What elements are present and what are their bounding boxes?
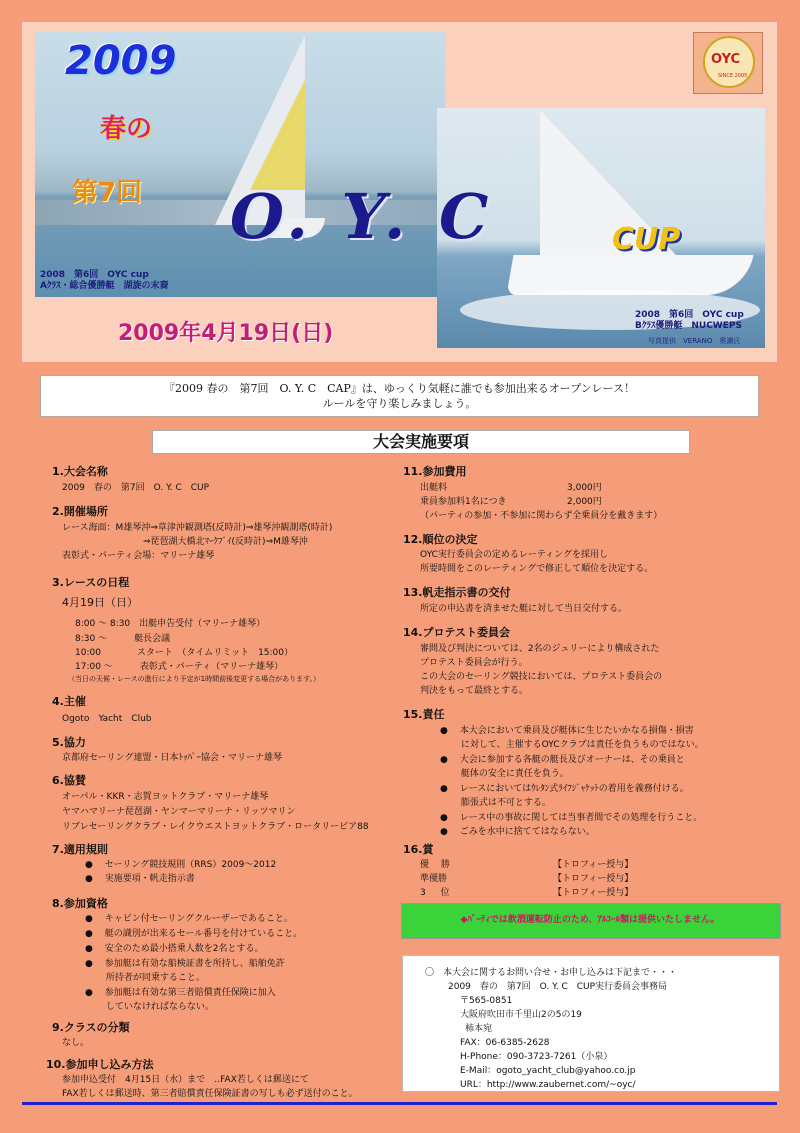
event-name: 2009 春の 第7回 O. Y. C CUP: [62, 483, 210, 493]
eligibility-item: ● 参加艇は有効な船検証書を所持し、船舶免許: [85, 959, 285, 969]
photo-caption-b: [635, 310, 744, 332]
contact-intro: 〇 本大会に関するお問い合せ・お申し込みは下記まで・・・: [425, 968, 678, 978]
liability-item: ● 大会に参加する各艇の艇長及びオーナーは、その乗員と: [440, 755, 685, 765]
fee-boat-value: 3,000円: [567, 483, 602, 493]
liability-item: に対して、主催するOYCクラブは責任を負うものではない。: [440, 740, 704, 750]
contact-postal: 〒565-0851: [460, 996, 513, 1006]
award-prize: 【トロフィー授与】: [553, 874, 634, 884]
sailing-instructions: 所定の申込書を済ませた艇に対して当日交付する。: [420, 604, 628, 614]
heading-schedule: 3.レースの日程: [52, 576, 130, 589]
ranking-line: 所要時間をこのレーティングで修正して順位を決定する。: [420, 564, 654, 574]
contact-phone: H-Phone：090-3723-7261（小泉）: [460, 1052, 613, 1062]
award-rank: 優 勝: [420, 860, 450, 870]
award-rank: 準優勝: [420, 874, 448, 884]
eligibility-item: していなければならない。: [85, 1002, 214, 1012]
contact-fax: FAX：06-6385-2628: [460, 1038, 550, 1048]
poster-year: 2009: [65, 38, 177, 84]
heading-rules: 7.適用規則: [52, 843, 108, 856]
heading-event-name: 1.大会名称: [52, 465, 108, 478]
heading-ranking: 12.順位の決定: [403, 533, 478, 546]
schedule-date: 4月19日（日）: [62, 596, 138, 609]
contact-email[interactable]: E-Mail：ogoto_yacht_club@yahoo.co.jp: [460, 1066, 636, 1076]
liability-item: ● ごみを水中に捨ててはならない。: [440, 827, 595, 837]
fee-crew-value: 2,000円: [567, 497, 602, 507]
caption-b-line2: Bｸﾗｽ優勝艇 NUCWEPS: [635, 321, 742, 331]
heading-awards: 16.賞: [403, 843, 434, 856]
heading-protest: 14.プロテスト委員会: [403, 626, 511, 639]
schedule-row: 10:00 スタート （タイムリミット 15:00）: [75, 648, 294, 658]
class-none: なし。: [62, 1038, 90, 1048]
poster-edition: 第7回: [72, 178, 143, 208]
caption-a-line1: 2008 第6回 OYC cup: [40, 270, 149, 280]
contact-recipient: 柿本宛: [465, 1024, 493, 1034]
award-rank: 3 位: [420, 888, 450, 898]
fee-boat-label: 出艇料: [420, 483, 448, 493]
eligibility-item: ● 参加艇は有効な第三者賠償責任保険に加入: [85, 988, 276, 998]
eligibility-item: ● キャビン付セーリングクルーザーであること。: [85, 914, 293, 924]
protest-line: プロテスト委員会が行う。: [420, 658, 528, 668]
heading-application: 10.参加申し込み方法: [46, 1058, 154, 1071]
intro-line2: ルールを守り楽しみましょう。: [322, 397, 477, 410]
heading-organizer: 4.主催: [52, 695, 86, 708]
application-note: FAX若しくは郵送時、第三者賠償責任保険証書の写しも必ず送付のこと。: [62, 1089, 358, 1099]
bottom-rule: [22, 1102, 777, 1105]
rules-item: ● 実施要項・帆走指示書: [85, 874, 195, 884]
organizer: Ogoto Yacht Club: [62, 714, 152, 724]
sponsors-line: オーパル・KKR・志賀ヨットクラブ・マリーナ雄琴: [62, 792, 269, 802]
logo-since: SINCE 2005: [718, 73, 748, 79]
schedule-row: 17:00 ～ 表彰式・パーティ（マリーナ雄琴）: [75, 662, 284, 672]
contact-url[interactable]: URL：http://www.zaubernet.com/~oyc/: [460, 1080, 636, 1090]
poster-spring: 春の: [100, 114, 153, 144]
schedule-note: （当日の天候・レースの進行により予定が1時間前後変更する場合があります。）: [68, 675, 321, 683]
poster-cup: CUP: [612, 222, 681, 257]
heading-sailing-instructions: 13.帆走指示書の交付: [403, 586, 511, 599]
heading-liability: 15.責任: [403, 708, 445, 721]
venue-course: レース海面：M雄琴沖⇒草津沖観測塔(反時計)⇒雄琴沖観測塔(時計): [62, 523, 333, 533]
protest-line: 審問及び判決については、2名のジュリーにより構成された: [420, 644, 660, 654]
heading-venue: 2.開催場所: [52, 505, 108, 518]
intro-line1: 『2009 春の 第7回 O. Y. C CAP』は、ゆっくり気軽に誰でも参加出来るオープンレース！: [164, 382, 635, 395]
liability-item: 艇体の安全に責任を負う。: [440, 769, 569, 779]
photo-credit: 写真提供 VERANO 奥瀬氏: [648, 337, 741, 345]
liability-item: ● レース中の事故に関しては当事者間でその処理を行うこと。: [440, 813, 703, 823]
boat-hull-right: [506, 255, 753, 295]
sponsors-line: ヤマハマリーナ琵琶湖・ヤンマーマリーナ・リッツマリン: [62, 807, 296, 817]
liability-item: ● 本大会において乗員及び艇体に生じたいかなる損傷・損害: [440, 726, 694, 736]
contact-org: 2009 春の 第7回 O. Y. C CUP実行委員会事務局: [448, 982, 668, 992]
rules-item: ● セーリング競技規則（RRS）2009～2012: [85, 860, 277, 870]
liability-item: 膨張式は不可とする。: [440, 798, 551, 808]
cooperation: 京都府セーリング連盟・日本ﾄｯﾊﾟｰ協会・マリーナ雄琴: [62, 753, 282, 763]
poster-date: 2009年4月19日(日): [118, 321, 334, 346]
intro-box: [40, 375, 759, 417]
protest-line: 判決をもって最終とする。: [420, 686, 529, 696]
eligibility-item: 所持者が同乗すること。: [85, 973, 205, 983]
schedule-row: 8:00 ～ 8:30 出艇申告受付（マリーナ雄琴）: [75, 619, 266, 629]
spinnaker-stripe: [250, 80, 305, 190]
heading-fees: 11.参加費用: [403, 465, 467, 478]
eligibility-item: ● 安全のため最小搭乗人数を2名とする。: [85, 944, 264, 954]
liability-item: ● レースにおいてはｳﾚﾀﾝ式ﾗｲﾌｼﾞｬｹｯﾄの着用を義務付ける。: [440, 784, 689, 794]
award-prize: 【トロフィー授与】: [553, 860, 634, 870]
heading-sponsors: 6.協賛: [52, 774, 86, 787]
poster-oyc-title: O. Y. C: [230, 180, 495, 253]
schedule-row: 8:30 ～ 艇長会議: [75, 634, 171, 644]
award-prize: 【トロフィー授与】: [553, 888, 634, 898]
alcohol-notice: ◆ﾊﾟｰﾃｨでは飲酒運転防止のため、ｱﾙｺｰﾙ類は提供いたしません。: [460, 915, 720, 925]
fee-crew-label: 乗員参加料1名につき: [420, 497, 507, 507]
section-title: 大会実施要項: [152, 430, 690, 454]
heading-eligibility: 8.参加資格: [52, 897, 108, 910]
heading-class: 9.クラスの分類: [52, 1021, 130, 1034]
photo-caption-a: [40, 270, 168, 292]
sponsors-line: リブレセーリングクラブ・レイクウエストヨットクラブ・ロータリーピア88: [62, 822, 369, 832]
caption-b-line1: 2008 第6回 OYC cup: [635, 310, 744, 320]
ranking-line: OYC実行委員会の定めるレーティングを採用し: [420, 550, 608, 560]
application-deadline: 参加申込受付 4月15日（水）まで ‥FAX若しくは郵送にて: [62, 1075, 309, 1085]
venue-party: 表彰式・パーティ会場：マリーナ雄琴: [62, 551, 215, 561]
venue-course-cont: ⇒琵琶湖大橋北ﾏｰｸﾌﾞｲ(反時計)⇒M雄琴沖: [143, 537, 308, 547]
eligibility-item: ● 艇の識別が出来るセール番号を付けていること。: [85, 929, 303, 939]
logo-text: OYC: [711, 52, 741, 67]
heading-cooperation: 5.協力: [52, 736, 86, 749]
caption-a-line2: Aｸﾗｽ・総合優勝艇 湖旋の末裔: [40, 281, 169, 291]
contact-address: 大阪府吹田市千里山2の5の19: [460, 1010, 582, 1020]
protest-line: この大会のセーリング競技においては、プロテスト委員会の: [420, 672, 663, 682]
fee-note: （パーティの参加・不参加に関わらず全乗員分を戴きます）: [420, 511, 663, 521]
